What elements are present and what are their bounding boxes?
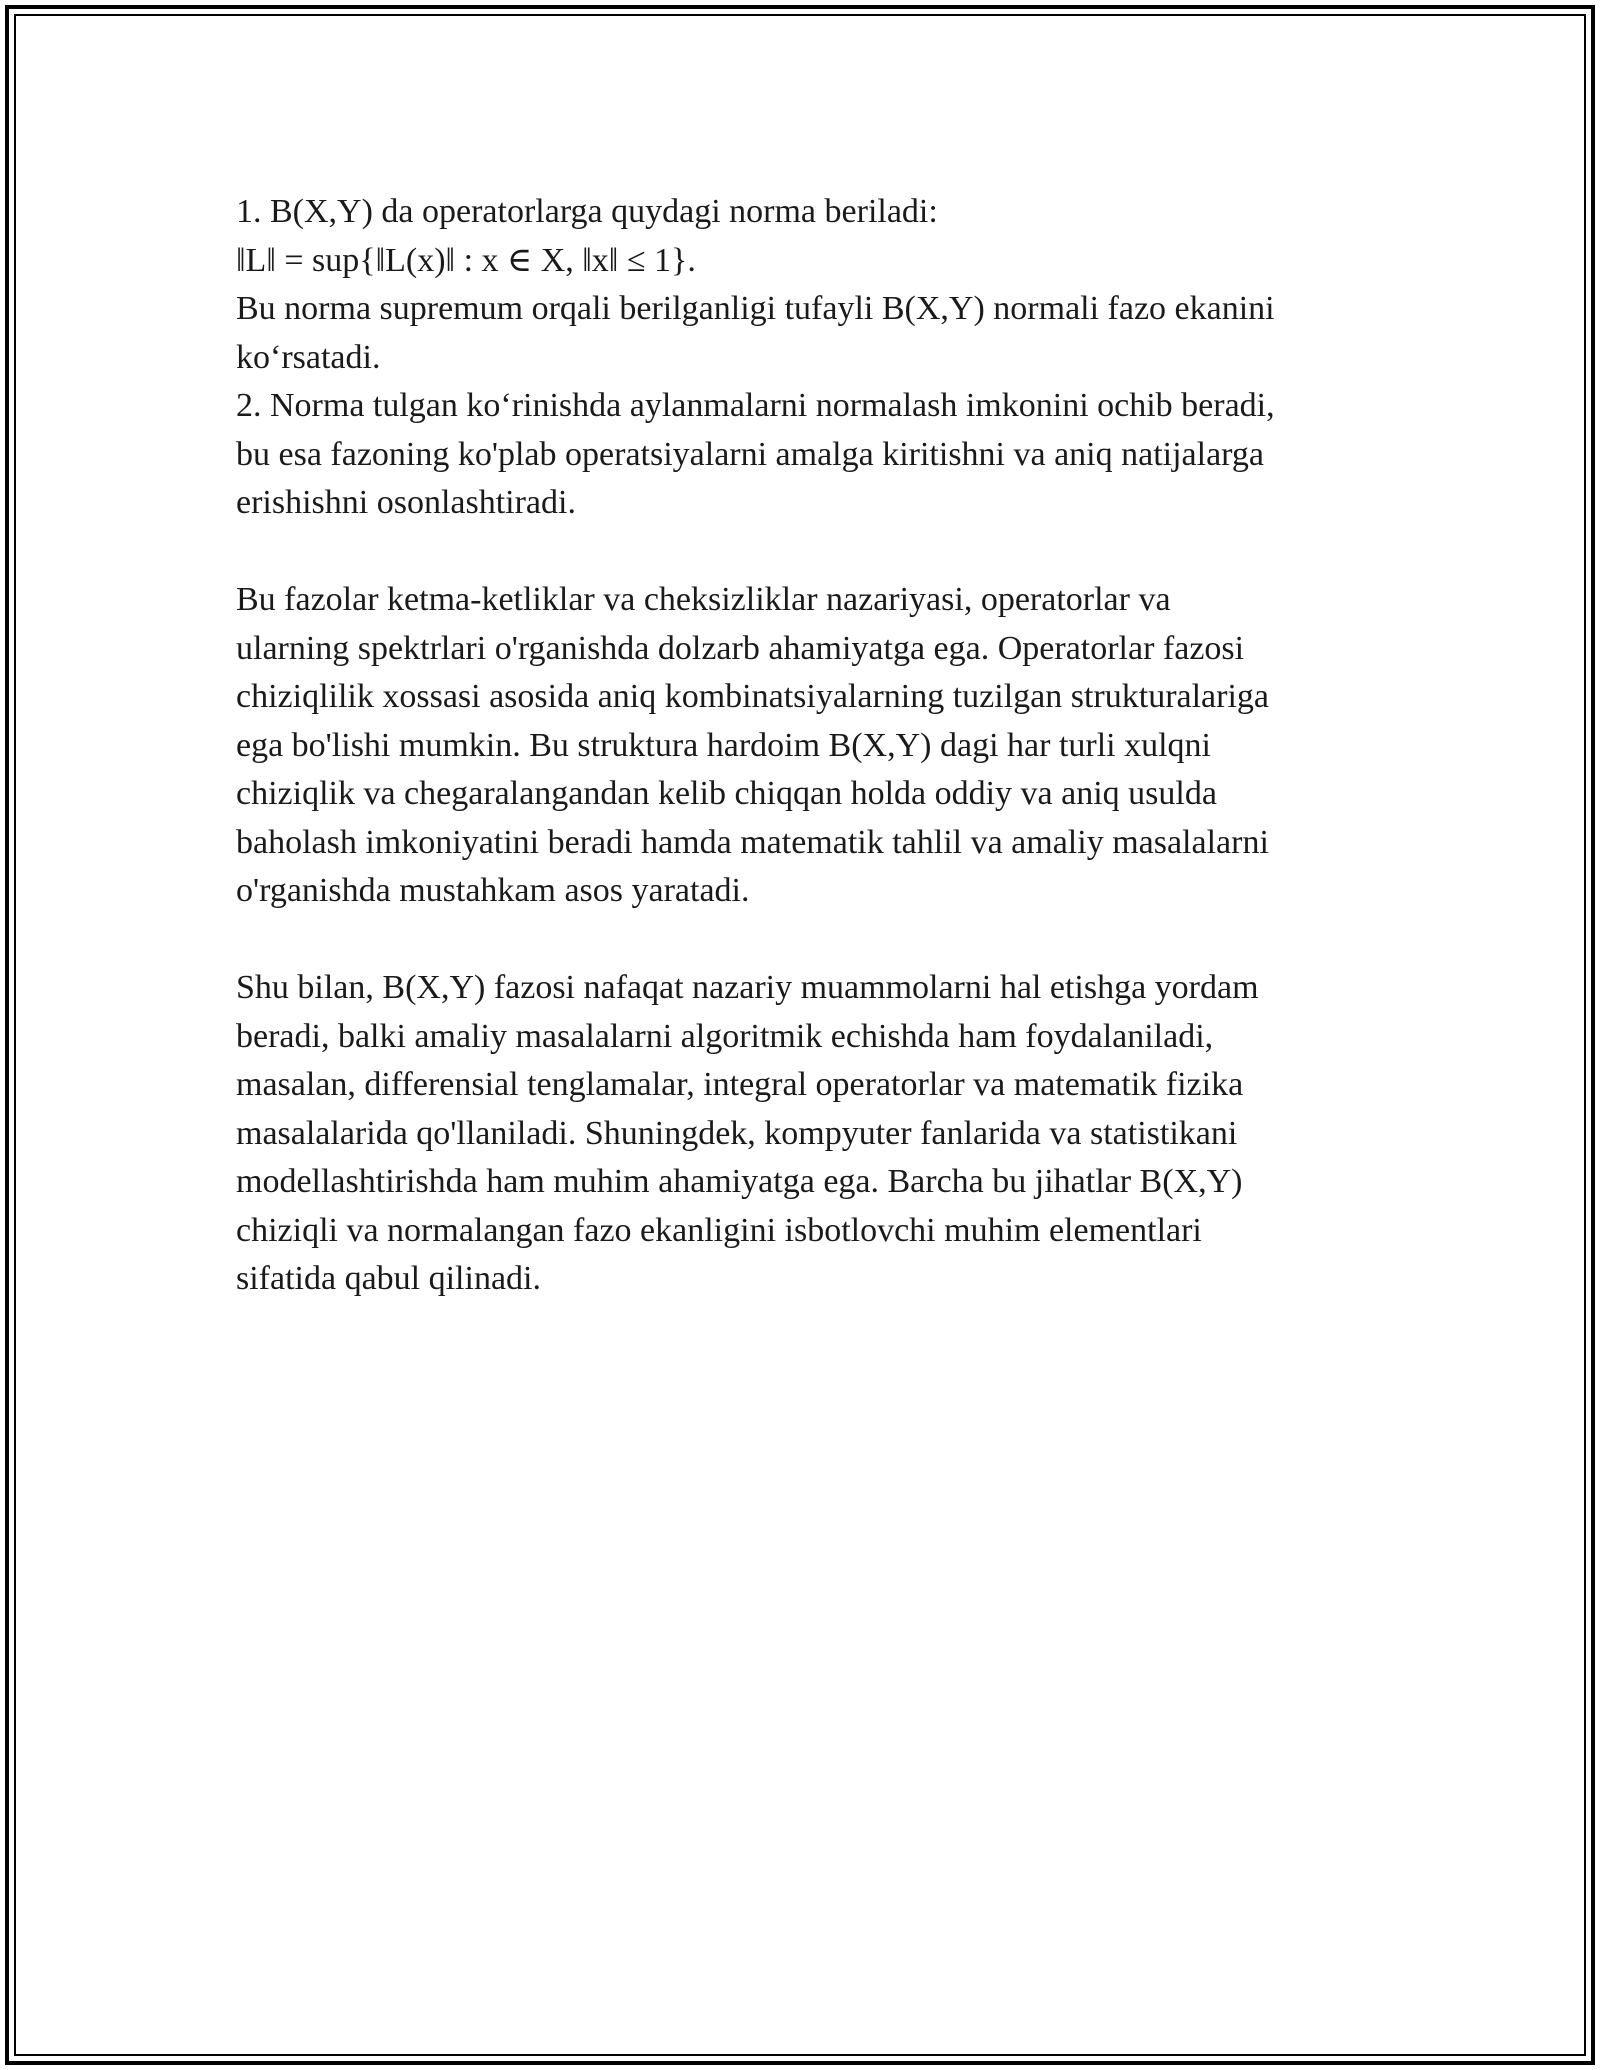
paragraph-spacer (236, 528, 1376, 577)
text-line: beradi, balki amaliy masalalarni algoritmik echishda ham foydalaniladi, (236, 1017, 1214, 1055)
paragraph-norm-definition (236, 188, 1376, 528)
text-line: ega bo'lishi mumkin. Bu struktura hardoim B(X,Y) dagi har turli xulqni (236, 726, 1211, 764)
paragraph-applications (236, 964, 1376, 1304)
text-line: chiziqlik va chegaralangandan kelib chiqqan holda oddiy va aniq usulda (236, 775, 1217, 812)
text-line: 2. Norma tulgan ko‘rinishda aylanmalarni normalash imkonini ochib beradi, (236, 387, 1275, 424)
paragraph-spacer (236, 916, 1376, 965)
text-line: ko‘rsatadi. (236, 338, 381, 376)
document-body (236, 188, 1376, 1304)
text-line: o'rganishda mustahkam asos yaratadi. (236, 872, 750, 909)
text-line: ularning spektrlari o'rganishda dolzarb ahamiyatga ega. Operatorlar fazosi (236, 629, 1245, 667)
text-line: erishishni osonlashtiradi. (236, 484, 576, 521)
text-line: sifatida qabul qilinadi. (236, 1260, 541, 1297)
text-line: modellashtirishda ham muhim ahamiyatga ega. Barcha bu jihatlar B(X,Y) (236, 1163, 1243, 1200)
text-line: masalalarida qo'llaniladi. Shuningdek, kompyuter fanlarida va statistikani (236, 1114, 1238, 1152)
text-line: 1. B(X,Y) da operatorlarga quydagi norma beriladi: (236, 193, 938, 230)
text-line: chiziqlilik xossasi asosida aniq kombinatsiyalarning tuzilgan strukturalariga (236, 678, 1269, 715)
text-line: bu esa fazoning ko'plab operatsiyalarni amalga kiritishni va aniq natijalarga (236, 435, 1264, 473)
paragraph-operator-spaces (236, 576, 1376, 916)
text-line: chiziqli va normalangan fazo ekanligini isbotlovchi muhim elementlari (236, 1211, 1202, 1249)
text-line: Shu bilan, B(X,Y) fazosi nafaqat nazariy muammolarni hal etishga yordam (236, 969, 1259, 1006)
text-line: baholash imkoniyatini beradi hamda matematik tahlil va amaliy masalalarni (236, 823, 1269, 861)
norm-formula: ‖L‖ = sup{‖L(x)‖ : x ∈ X, ‖x‖ ≤ 1}. (236, 241, 696, 279)
text-line: Bu norma supremum orqali berilganligi tufayli B(X,Y) normali fazo ekanini (236, 290, 1275, 327)
text-line: Bu fazolar ketma-ketliklar va cheksizliklar nazariyasi, operatorlar va (236, 581, 1171, 618)
text-line: masalan, differensial tenglamalar, integral operatorlar va matematik fizika (236, 1066, 1244, 1103)
